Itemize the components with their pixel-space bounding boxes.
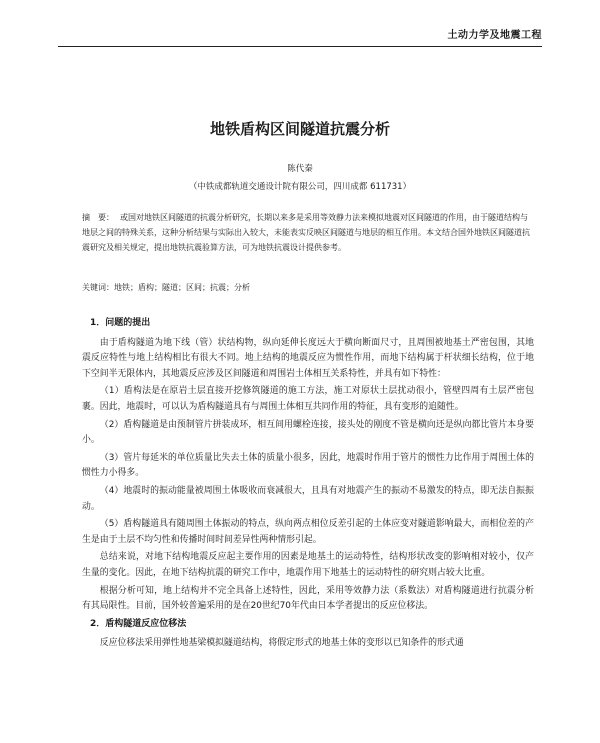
paragraph: 根据分析可知，地上结构并不完全具备上述特性，因此，采用等效静力法（系数法）对盾构隧道进行抗震分析有其局限性。目前，国外较普遍采用的是在20世纪70年代由日本学者提出的反应位移法。 [82, 585, 534, 612]
paragraph: 反应位移法采用弹性地基梁模拟隧道结构，将假定形式的地基土体的变形以已知条件的形式通 [99, 638, 464, 649]
paragraph: （5）盾构隧道具有随周围土体振动的特点，纵向两点相位反差引起的土体应变对隧道影响最大，而相位差的产生是由于土层不均匀性和传播时间时间差异性两种情形引起。 [82, 519, 534, 545]
paragraph: 由于盾构隧道为地下线（管）状结构物，纵向延伸长度远大于横向断面尺寸，且周围被地基土严密包围，其地震反应特性与地上结构相比有很大不同。地上结构的地震反应为惯性作用，而地下结构属于杆状细长结构，位于地下空间半无限体内，其地震反应涉及区间隧道和周围岩土体相互关系特性，并具有如下特性： [82, 337, 534, 379]
paragraph: （2）盾构隧道是由预制管片拼装成环，相互间用螺栓连接，接头处的刚度不管是横向还是纵向都比管片本身要小。 [82, 419, 534, 446]
author-name: 陈代秦 [287, 164, 313, 174]
article-body [82, 314, 534, 654]
journal-header: 土动力学及地震工程 [447, 30, 542, 41]
abstract-text: 或国对地铁区间隧道的抗震分析研究，长期以来多是采用等效静力法来模拟地震对区间隧道的作用，由于隧道结构与地层之间的特殊关系，这种分析结果与实际出入较大，未能表实反映区间隧道与地层的相互作用。本文结合国外地铁区间隧道抗震研究及相关规定，提出地铁抗震验算方法，可为地铁抗震设计提供参考。 [82, 213, 530, 253]
section-heading: 2．盾构隧道反应位移法 [90, 618, 187, 629]
section-heading: 1．问题的提出 [90, 318, 151, 328]
header-divider [58, 46, 542, 47]
paragraph: （3）管片每延米的单位质量比失去土体的质量小很多，因此，地震时作用于管片的惯性力比作用于周围土体的惯性力小得多。 [82, 452, 534, 479]
abstract-label: 摘 要： [82, 213, 114, 222]
paragraph: （4）地震时的振动能量被周围土体吸收而衰减很大，且具有对地震产生的振动不易激发的特点，即无法自振振动。 [82, 485, 534, 512]
paragraph: 总结来说，对地下结构地震反应起主要作用的因素是地基土的运动特性，结构形状改变的影响相对较小，仅产生量的变化。因此，在地下结构抗震的研究工作中，地震作用下地基土的运动特性的研究则占较大比重。 [82, 552, 534, 578]
article-title: 地铁盾构区间隧道抗震分析 [209, 120, 390, 138]
paragraph: （1）盾构法是在原岩土层直接开挖修筑隧道的施工方法，施工对原状土层扰动很小，管壁四周有土层严密包裹。因此，地震时，可以认为盾构隧道具有与周围土体相互共同作用的特征，具有变形的追随性。 [82, 386, 534, 412]
keywords [82, 281, 534, 295]
keywords-text: 地铁；盾构；隧道；区间；抗震；分析 [114, 283, 250, 292]
keywords-label: 关键词： [82, 283, 114, 292]
author-affiliation: （中铁成都轨道交通设计院有限公司，四川成都 611731） [188, 182, 412, 192]
abstract [82, 210, 534, 256]
